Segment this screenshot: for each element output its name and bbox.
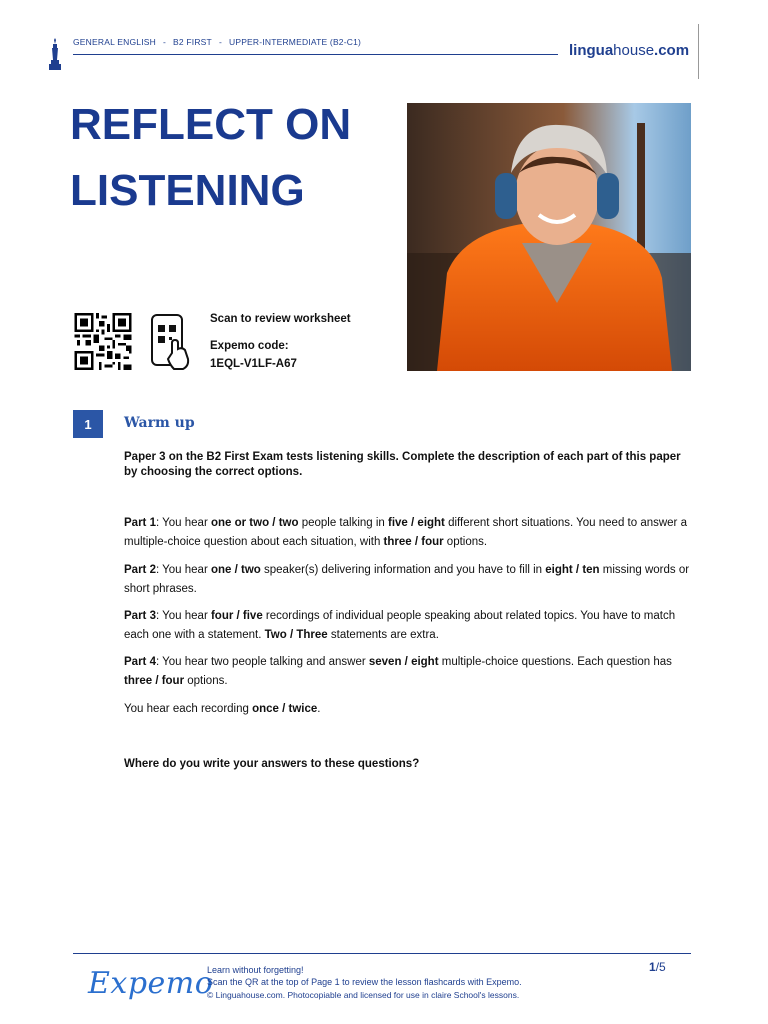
footer-divider — [73, 953, 691, 954]
footer-scan-note: Scan the QR at the top of Page 1 to review the lesson flashcards with Expemo. — [207, 977, 522, 987]
expemo-logo: Expemo — [88, 966, 214, 1001]
question-text: Where do you write your answers to these questions? — [124, 758, 420, 770]
scan-instruction: Scan to review worksheet — [210, 313, 351, 325]
expemo-code-label: Expemo code: — [210, 340, 289, 352]
breadcrumb-item: UPPER-INTERMEDIATE (B2-C1) — [228, 37, 362, 47]
section-title: Warm up — [124, 415, 195, 431]
brand-logo: linguahouse.com — [569, 42, 690, 59]
footer-tagline: Learn without forgetting! — [207, 965, 304, 975]
breadcrumb: GENERAL ENGLISH - B2 FIRST - UPPER-INTERMEDIATE (B2-C1) — [73, 37, 362, 47]
statue-of-liberty-icon — [48, 38, 62, 70]
footer-copyright: © Linguahouse.com. Photocopiable and licensed for use in claire School's lessons. — [207, 990, 520, 1000]
expemo-code-value: 1EQL-V1LF-A67 — [210, 358, 297, 370]
section-instructions: Paper 3 on the B2 First Exam tests listening skills. Complete the description of each part of this paper by choosing the correct options. — [124, 451, 681, 478]
breadcrumb-item: GENERAL ENGLISH — [73, 37, 156, 47]
recording-note: You hear each recording once / twice. — [124, 703, 321, 715]
header-divider — [73, 54, 558, 55]
header-vertical-divider — [698, 24, 699, 79]
part-4-description: Part 4: You hear two people talking and answer seven / eight multiple-choice questions. Each question has three / four options. — [124, 656, 672, 687]
part-2-description: Part 2: You hear one / two speaker(s) delivering information and you have to fill in eight / ten missing words or short phrases. — [124, 564, 690, 595]
hero-photo — [407, 103, 691, 371]
qr-code — [73, 313, 133, 370]
page-number: 1/5 — [649, 960, 666, 974]
page-title: REFLECT ON LISTENING — [70, 100, 352, 215]
part-3-description: Part 3: You hear four / five recordings of individual people speaking about related topics. You have to match each one with a statement. Two / Three statements are extra. — [124, 610, 676, 641]
phone-scan-icon — [150, 313, 192, 371]
section-number-badge: 1 — [73, 410, 103, 438]
part-1-description: Part 1: You hear one or two / two people talking in five / eight different short situations. You need to answer a multiple-choice question about each situation, with three / four options. — [124, 517, 687, 548]
breadcrumb-item: B2 FIRST — [173, 37, 212, 47]
